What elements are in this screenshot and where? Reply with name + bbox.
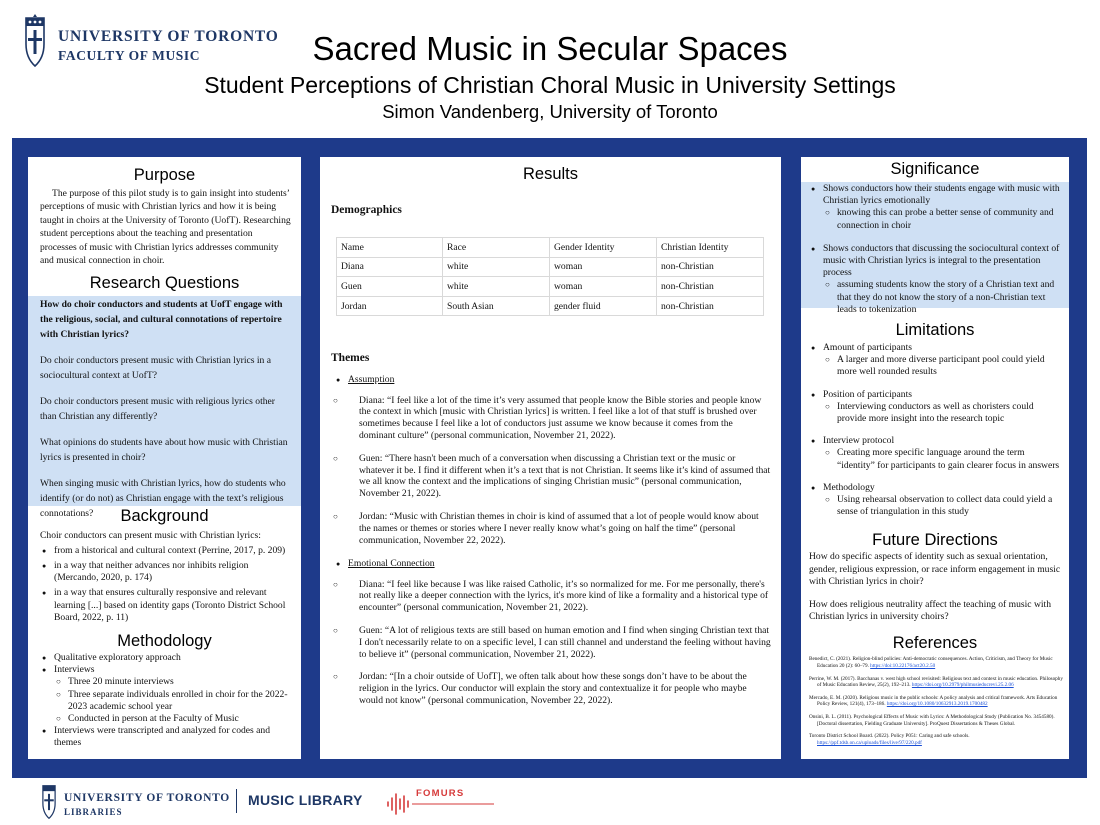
demographics-table [336,237,764,316]
reference-item [809,656,1063,669]
limitations-section [801,340,1069,518]
reference-text: Perrine, W. M. (2017). Bacchanas v. west high school revisited: Religious text and context in music education. Philosophy of Music Education Review, 25(2), 192–213. [809,675,1063,689]
themes-heading: Themes [331,352,370,365]
methodology-item: ● Interviews were transcripted and analyzed for codes and themes [40,725,293,749]
theme-label: Emotional Connection [348,558,435,570]
quote: ○ Jordan: “Music with Christian themes in choir is kind of assumed that a lot of people would know about the names or themes or stories where I never really know what’s going on half the time” (personal communication, November 22, 2022). [333,511,771,546]
background-item: ● from a historical and cultural context (Perrine, 2017, p. 209) [40,545,293,557]
fomurs-name: FOMURS [416,788,465,799]
table-cell: Diana [337,257,443,277]
references-heading: References [892,634,978,653]
background-item: ● in a way that ensures culturally responsive and relevant learning [...] based on identity gaps (Toronto District School Board, 2022, p. 11) [40,587,293,624]
table-cell: gender fluid [550,296,657,316]
poster-author: Simon Vandenberg, University of Toronto [382,101,718,122]
reference-text: Mercado, E. M. (2020). Religious music in the public schools: A policy analysis and critical framework. Arts Education Policy Review, 121(4), 173–186. [809,694,1058,708]
methodology-item-label: Interviews [54,664,95,676]
quote: ○ Jordan: “[In a choir outside of UofT], we often talk about how these songs don’t have to be about the religion in the lyrics. Our conductor will explain the story and contextualize it for people who maybe would not know” (personal communication, November 22, 2022). [333,671,771,706]
methodology-heading: Methodology [117,632,212,651]
footer-divider [236,789,237,813]
limitation-label: Position of participants [823,388,912,400]
reference-text: Toronto District School Board. (2022). Policy P051: Caring and safe schools. [809,733,970,740]
research-question: How do choir conductors and students at UofT engage with the religious, social, and cultural connotations of repertoire with Christian lyrics? [40,299,283,341]
research-question: Do choir conductors present music with Christian lyrics in a sociocultural context at UofT? [40,355,272,382]
reference-link[interactable]: https://doi:10.22176/act20.2.50 [870,663,936,670]
background-heading: Background [120,507,209,526]
table-row [337,277,764,297]
significance-item [809,243,1063,316]
future-directions-section [801,550,1069,623]
table-cell: non-Christian [657,257,764,277]
table-header-cell: Gender Identity [550,238,657,258]
background-intro: Choir conductors can present music with Christian lyrics: [40,530,261,542]
limitation-label: Amount of participants [823,342,912,353]
left-column [28,157,301,759]
purpose-heading: Purpose [133,166,196,184]
theme-label: Assumption [348,374,395,386]
limitation-subitem: ○ Using rehearsal observation to collect data could yield a sense of triangulation in this study [823,494,1063,518]
table-cell: woman [550,277,657,297]
theme-item [334,374,781,386]
theme-assumption [334,374,781,386]
significance-item [809,183,1063,232]
table-header-cell: Christian Identity [657,238,764,258]
poster-title: Sacred Music in Secular Spaces [312,30,788,67]
theme-emotional-connection [334,558,781,570]
table-cell: non-Christian [657,277,764,297]
demographics-heading: Demographics [331,204,402,216]
methodology-item: ● Qualitative exploratory approach [40,652,293,664]
research-question: Do choir conductors present music with religious lyrics other than Christian any differently? [40,396,275,423]
limitation-item [809,435,1063,472]
table-cell: white [443,277,550,297]
methodology-subitem: ○ Conducted in person at the Faculty of Music [54,713,293,725]
limitation-item [809,342,1063,379]
institution-name: UNIVERSITY OF TORONTO [58,28,279,45]
table-cell: non-Christian [657,296,764,316]
table-cell: South Asian [443,296,550,316]
methodology-subitem: ○ Three 20 minute interviews [54,676,293,688]
purpose-text: The purpose of this pilot study is to gain insight into students’ perceptions of music with Christian lyrics and how it is being taught in choirs at the University of Toronto (UofT). Researching student perceptions about the teaching and presentation processes of music with Christian lyrics addresses community and musical connection in choir. [40,188,291,267]
research-question: What opinions do students have about how music with Christian lyrics is presented in choir? [40,437,288,464]
footer-institution: UNIVERSITY OF TORONTO [64,792,230,804]
theme-item [334,558,781,570]
reference-link[interactable]: https://ppf.tdsb.on.ca/uploads/files/live/97/220.pdf [817,739,922,746]
reference-text: Onsini, B. L. (2011). Psychological Effects of Music with Lyrics: A Methodological Study (Publication No. 3454580). [Doctoral dissertation, Fielding Graduate University]. ProQuest Dissertations & Theses Global. [809,714,1055,727]
significance-item-text: Shows conductors how their students engage with music with Christian lyrics emotionally [823,183,1060,207]
fomurs-logo [384,786,496,820]
uoft-crest-icon [40,783,58,821]
limitation-label: Interview protocol [823,435,895,447]
future-direction-text: How does religious neutrality affect the teaching of music with Christian lyrics in university choirs? [809,599,1051,623]
limitation-label: Methodology [823,481,875,493]
reference-item [809,676,1063,689]
reference-link[interactable]: https://doi.org/10.1080/10632913.2019.1700482 [886,701,988,708]
results-heading: Results [522,165,579,183]
research-questions-heading: Research Questions [89,274,240,293]
significance-subitem: ○ assuming students know the story of a Christian text and that they do not know the story of a non-Christian text leads to tokenization [823,279,1063,316]
limitation-item [809,389,1063,426]
future-direction-text: How do specific aspects of identity such as sexual orientation, gender, religious expression, or race inform engagement in music with Christian lyrics in choir? [809,551,1061,587]
reference-link[interactable]: https://doi.org/10.2979/philmusieducrevi.25.2.06 [911,682,1014,689]
reference-item [809,733,1063,746]
reference-text: Benedict, C. (2021). Religion-blind policies: Anti-democratic consequences. Action, Criticism, and Theory for Music Education 20 (2): 60–79. [809,656,1053,670]
table-row [337,257,764,277]
table-header-cell: Name [337,238,443,258]
significance-item-text: Shows conductors that discussing the sociocultural context of music with Christian lyrics is integral to the presentation process [823,242,1060,279]
quote: ○ Guen: “A lot of religious texts are still based on human emotion and I find when singing Christian text that I don't necessarily relate to on a specific level, I can still channel and understand the feeling without having to believe it” (personal communication, November 21, 2022). [333,625,771,660]
research-question: When singing music with Christian lyrics, how do students who identify (or do not) as Christian engage with the text’s religious connotations? [40,478,286,520]
limitation-subitem: ○ Creating more specific language around the term “identity” for participants to gain clearer focus in answers [823,447,1063,471]
quote: ○ Diana: “I feel like because I was like raised Catholic, it’s so normalized for me. For me personally, there's not really like a deeper connection with the lyrics, it's more kind of like a formality and a historical type of encounter” (personal communication, November 21, 2022). [333,579,771,614]
limitation-subitem: ○ A larger and more diverse participant pool could yield more well rounded results [823,354,1063,378]
future-directions-heading: Future Directions [872,531,998,550]
methodology-section [28,651,301,750]
significance-heading: Significance [890,160,980,178]
uoft-libraries-logo [40,783,250,823]
quote: ○ Diana: “I feel like a lot of the time it’s very assumed that people know the Bible stories and people know the context in which [music with Christian lyrics] is written. I feel like a lot of that stuff is brushed over sometimes because I feel like a lot of conductors just assume we know because it comes from the dominant culture” (personal communication, November 21, 2022). [333,395,771,442]
methodology-item [40,664,293,725]
limitation-item [809,482,1063,519]
limitation-subitem: ○ Interviewing conductors as well as choristers could provide more insight into the research topic [823,401,1063,425]
middle-column [320,157,781,759]
table-cell: Guen [337,277,443,297]
methodology-subitem: ○ Three separate individuals enrolled in choir for the 2022-2023 academic school year [54,689,293,713]
poster-subtitle: Student Perceptions of Christian Choral Music in University Settings [204,72,896,98]
footer-libraries: LIBRARIES [64,807,123,817]
music-library-logo: MUSIC LIBRARY [248,792,363,808]
table-cell: Jordan [337,296,443,316]
table-cell: woman [550,257,657,277]
reference-item [809,695,1063,708]
background-section [28,526,301,624]
significance-box [801,182,1069,315]
background-item: ● in a way that neither advances nor inhibits religion (Mercando, 2020, p. 174) [40,560,293,584]
table-header-cell: Race [443,238,550,258]
table-cell: white [443,257,550,277]
limitations-heading: Limitations [895,321,975,339]
reference-item [809,714,1063,727]
significance-subitem: ○ knowing this can probe a better sense of community and connection in choir [823,207,1063,231]
quote: ○ Guen: “There hasn't been much of a conversation when discussing a Christian text or the music or whatever it be. I find it different when it’s a text that is not Christian. It seems like it’s kind of assumed that we all know the context and the implications of singing Christian music” (personal communication, November 21, 2022). [333,453,771,500]
faculty-name: FACULTY OF MUSIC [58,48,201,63]
references-section [801,653,1069,746]
right-column [801,157,1069,759]
table-row [337,296,764,316]
table-header-row [337,238,764,258]
